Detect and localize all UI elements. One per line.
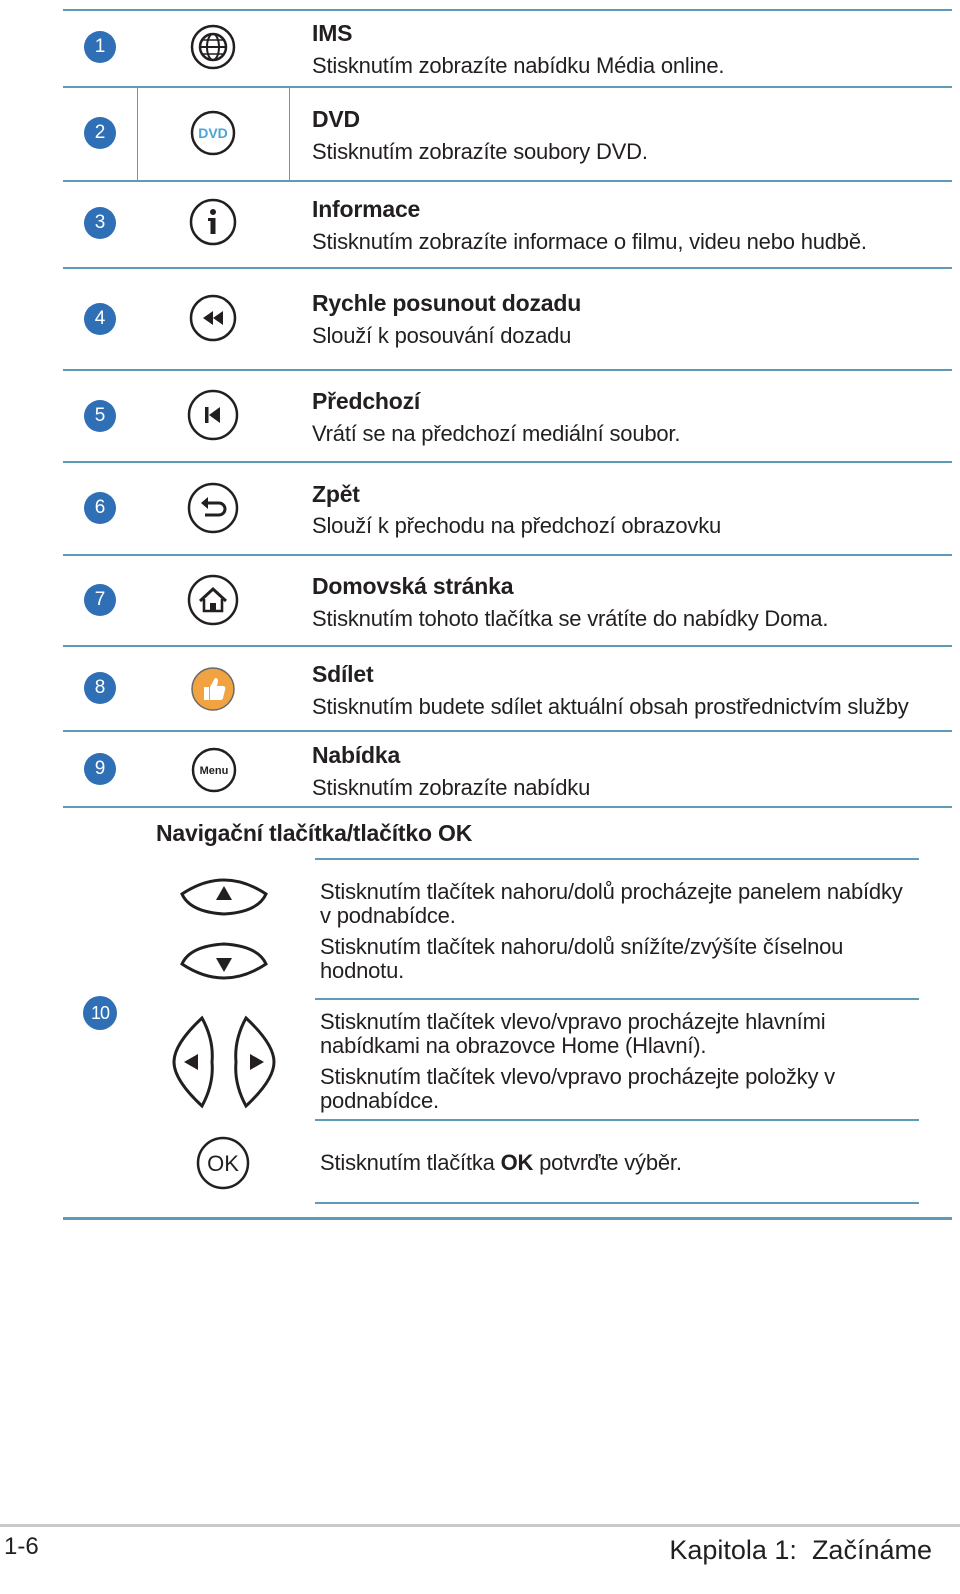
callout-number: 4 xyxy=(84,303,116,335)
right-arrow-icon xyxy=(232,1014,278,1110)
callout-number: 3 xyxy=(84,207,116,239)
callout-number: 10 xyxy=(83,996,117,1030)
down-arrow-icon xyxy=(178,938,270,986)
rule xyxy=(63,1217,952,1220)
menu-icon-label: Menu xyxy=(199,765,229,777)
row-description: Stisknutím zobrazíte soubory DVD. xyxy=(312,139,648,164)
callout-number: 5 xyxy=(84,400,116,432)
back-icon xyxy=(187,482,239,534)
row-title: Předchozí xyxy=(312,388,421,414)
callout-number: 2 xyxy=(84,117,116,149)
rule xyxy=(63,267,952,269)
callout-number: 6 xyxy=(84,492,116,524)
updown-description-1: Stisknutím tlačítek nahoru/dolů procházejte panelem nabídky v podnabídce. xyxy=(320,879,903,928)
rule xyxy=(63,86,952,88)
row-title: DVD xyxy=(312,106,360,132)
callout-number: 7 xyxy=(84,584,116,616)
footer-rule xyxy=(0,1524,960,1527)
rule xyxy=(63,180,952,182)
row-title: Domovská stránka xyxy=(312,573,514,599)
row-description: Slouží k přechodu na předchozí obrazovku xyxy=(312,513,722,538)
rule xyxy=(63,806,952,808)
ok-icon-label: OK xyxy=(207,1151,239,1176)
ok-button-icon xyxy=(196,1136,250,1190)
menu-icon xyxy=(190,746,238,794)
ok-text-prefix: Stisknutím tlačítka xyxy=(320,1150,501,1175)
column-divider xyxy=(289,88,290,180)
updown-description-2: Stisknutím tlačítek nahoru/dolů snížíte/zvýšíte číselnou hodnotu. xyxy=(320,934,844,983)
rule xyxy=(63,645,952,647)
rewind-icon xyxy=(189,294,237,342)
rule xyxy=(315,858,919,860)
row-title: Rychle posunout dozadu xyxy=(312,290,582,316)
leftright-description-2: Stisknutím tlačítek vlevo/vpravo procházejte položky v podnabídce. xyxy=(320,1064,835,1113)
row-description: Stisknutím budete sdílet aktuální obsah prostřednictvím služby xyxy=(312,694,909,719)
row-title: Informace xyxy=(312,196,421,222)
page-number: 1-6 xyxy=(4,1533,39,1560)
column-divider xyxy=(137,88,138,180)
rule xyxy=(63,461,952,463)
ok-text-bold: OK xyxy=(500,1150,534,1175)
globe-icon xyxy=(190,24,236,70)
row-title: Sdílet xyxy=(312,661,374,687)
row-description: Stisknutím tohoto tlačítka se vrátíte do nabídky Doma. xyxy=(312,606,829,631)
ok-text-suffix: potvrďte výběr. xyxy=(533,1150,682,1175)
row-description: Stisknutím zobrazíte nabídku Média online. xyxy=(312,53,725,78)
info-icon xyxy=(189,198,237,246)
chapter-title: Kapitola 1: Začínáme xyxy=(669,1535,932,1565)
row-title: Nabídka xyxy=(312,742,401,768)
row-description: Stisknutím zobrazíte informace o filmu, videu nebo hudbě. xyxy=(312,229,867,254)
row-description: Slouží k posouvání dozadu xyxy=(312,323,572,348)
dvd-icon xyxy=(190,110,236,156)
previous-icon xyxy=(187,389,239,441)
rule xyxy=(63,369,952,371)
rule xyxy=(315,1119,919,1121)
left-arrow-icon xyxy=(170,1014,216,1110)
home-icon xyxy=(187,574,239,626)
row-description: Vrátí se na předchozí mediální soubor. xyxy=(312,421,681,446)
leftright-description-1: Stisknutím tlačítek vlevo/vpravo procházejte hlavními nabídkami na obrazovce Home (Hlavní). xyxy=(320,1009,826,1058)
callout-number: 1 xyxy=(84,31,116,63)
rule xyxy=(63,9,952,11)
up-arrow-icon xyxy=(178,872,270,920)
callout-number: 8 xyxy=(84,672,116,704)
rule xyxy=(63,730,952,732)
ok-description xyxy=(320,1151,910,1175)
thumbs-up-icon xyxy=(190,665,238,713)
callout-number: 9 xyxy=(84,753,116,785)
row-description: Stisknutím zobrazíte nabídku xyxy=(312,775,591,800)
rule xyxy=(63,554,952,556)
rule xyxy=(315,1202,919,1204)
section-heading: Navigační tlačítka/tlačítko OK xyxy=(156,820,473,846)
row-title: IMS xyxy=(312,20,353,46)
dvd-icon-label: DVD xyxy=(198,125,228,141)
rule xyxy=(315,998,919,1000)
row-title: Zpět xyxy=(312,481,360,507)
